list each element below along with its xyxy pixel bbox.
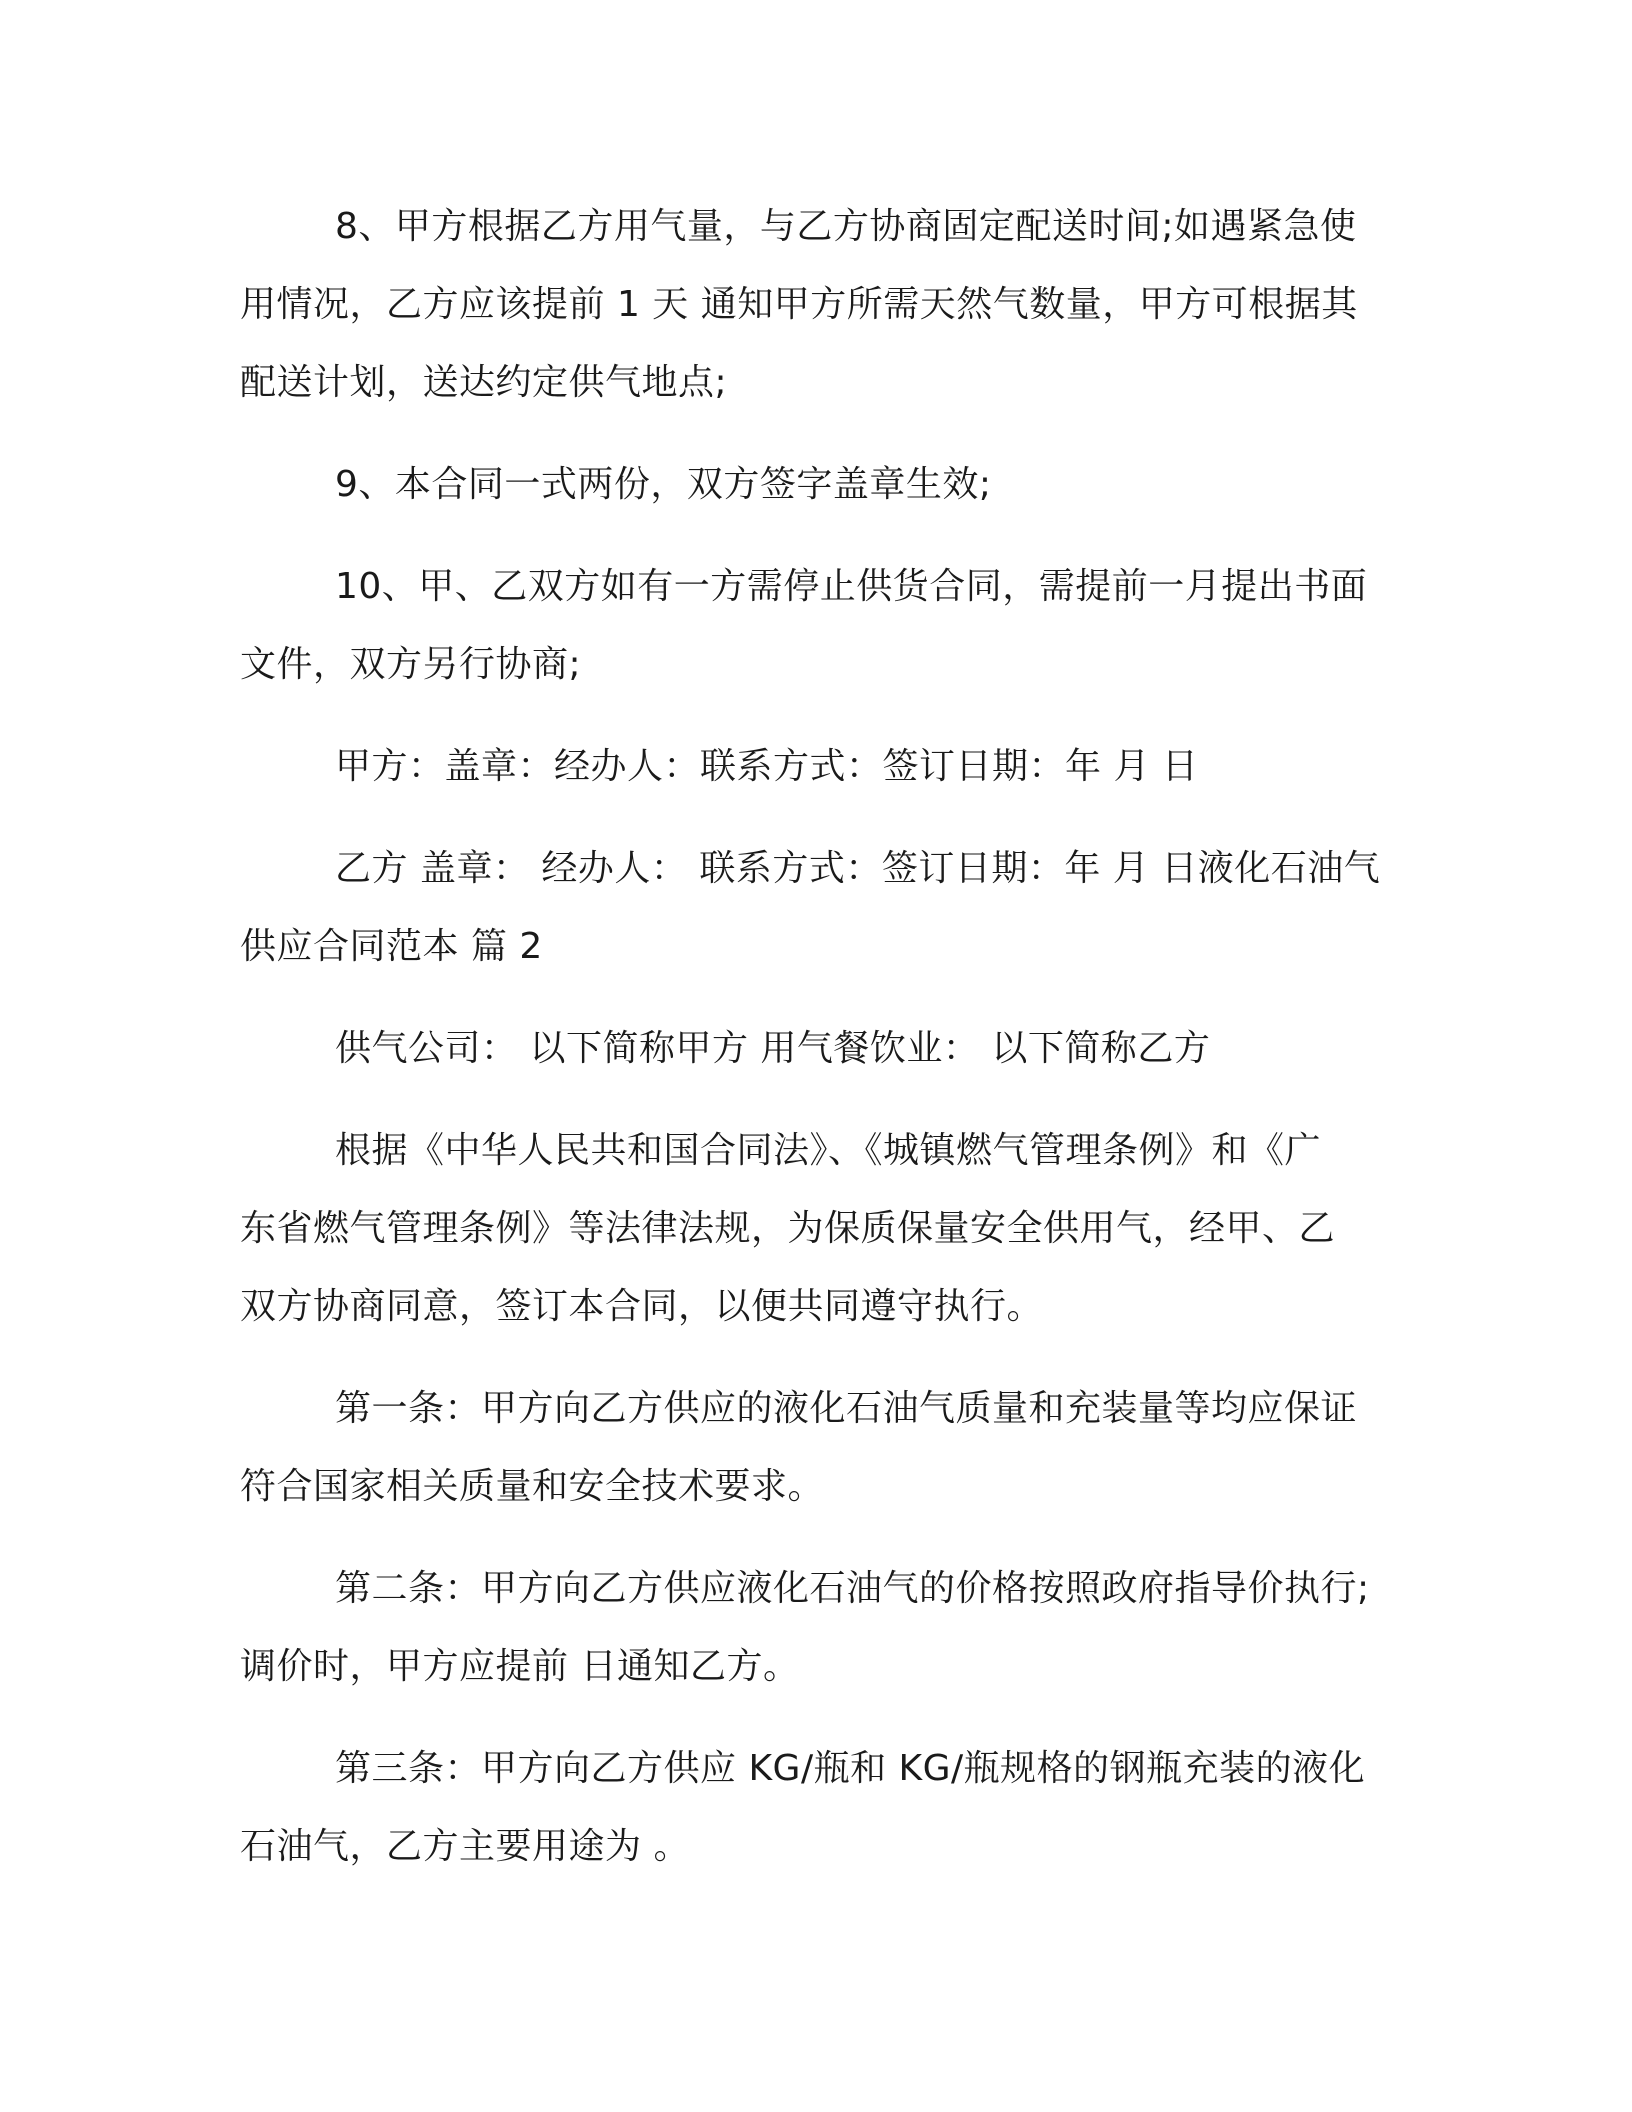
- clause-10: [240, 548, 1390, 704]
- article-2-line-2: 调价时，甲方应提前 日通知乙方。: [240, 1646, 800, 1687]
- party-b-line-2: 供应合同范本 篇 2: [240, 926, 543, 967]
- clause-9: [240, 446, 1390, 524]
- article-3-line-2: 石油气，乙方主要用途为 。: [240, 1826, 690, 1867]
- legal-basis: [240, 1112, 1390, 1346]
- clause-10-line-2: 文件，双方另行协商;: [240, 644, 582, 685]
- article-1-line-1: 第一条：甲方向乙方供应的液化石油气质量和充装量等均应保证: [335, 1388, 1358, 1429]
- legal-basis-line-3: 双方协商同意，签订本合同，以便共同遵守执行。: [240, 1286, 1044, 1327]
- document-page: [240, 188, 1390, 1910]
- legal-basis-line-1: 根据《中华人民共和国合同法》、《城镇燃气管理条例》和《广: [335, 1130, 1322, 1171]
- article-2-line-1: 第二条：甲方向乙方供应液化石油气的价格按照政府指导价执行;: [335, 1568, 1370, 1609]
- article-2: [240, 1550, 1390, 1706]
- clause-8-line-1: 8、甲方根据乙方用气量，与乙方协商固定配送时间;如遇紧急使: [335, 206, 1357, 247]
- clause-10-line-1: 10、甲、乙双方如有一方需停止供货合同，需提前一月提出书面: [335, 566, 1368, 607]
- article-3: [240, 1730, 1390, 1886]
- article-1: [240, 1370, 1390, 1526]
- clause-9-line-1: 9、本合同一式两份，双方签字盖章生效;: [335, 464, 992, 505]
- article-1-line-2: 符合国家相关质量和安全技术要求。: [240, 1466, 825, 1507]
- clause-8: [240, 188, 1390, 422]
- companies-line-1: 供气公司： 以下简称甲方 用气餐饮业： 以下简称乙方: [335, 1028, 1211, 1069]
- party-a-signature: [240, 728, 1390, 806]
- article-3-line-1: 第三条：甲方向乙方供应 KG/瓶和 KG/瓶规格的钢瓶充装的液化: [335, 1748, 1366, 1789]
- clause-8-line-2: 用情况，乙方应该提前 1 天 通知甲方所需天然气数量，甲方可根据其: [240, 284, 1358, 325]
- party-a-line-1: 甲方：盖章：经办人：联系方式：签订日期：年 月 日: [335, 746, 1199, 787]
- clause-8-line-3: 配送计划，送达约定供气地点;: [240, 362, 728, 403]
- companies-line: [240, 1010, 1390, 1088]
- party-b-line-1: 乙方 盖章： 经办人： 联系方式：签订日期：年 月 日液化石油气: [335, 848, 1381, 889]
- party-b-signature: [240, 830, 1390, 986]
- legal-basis-line-2: 东省燃气管理条例》等法律法规，为保质保量安全供用气，经甲、乙: [240, 1208, 1336, 1249]
